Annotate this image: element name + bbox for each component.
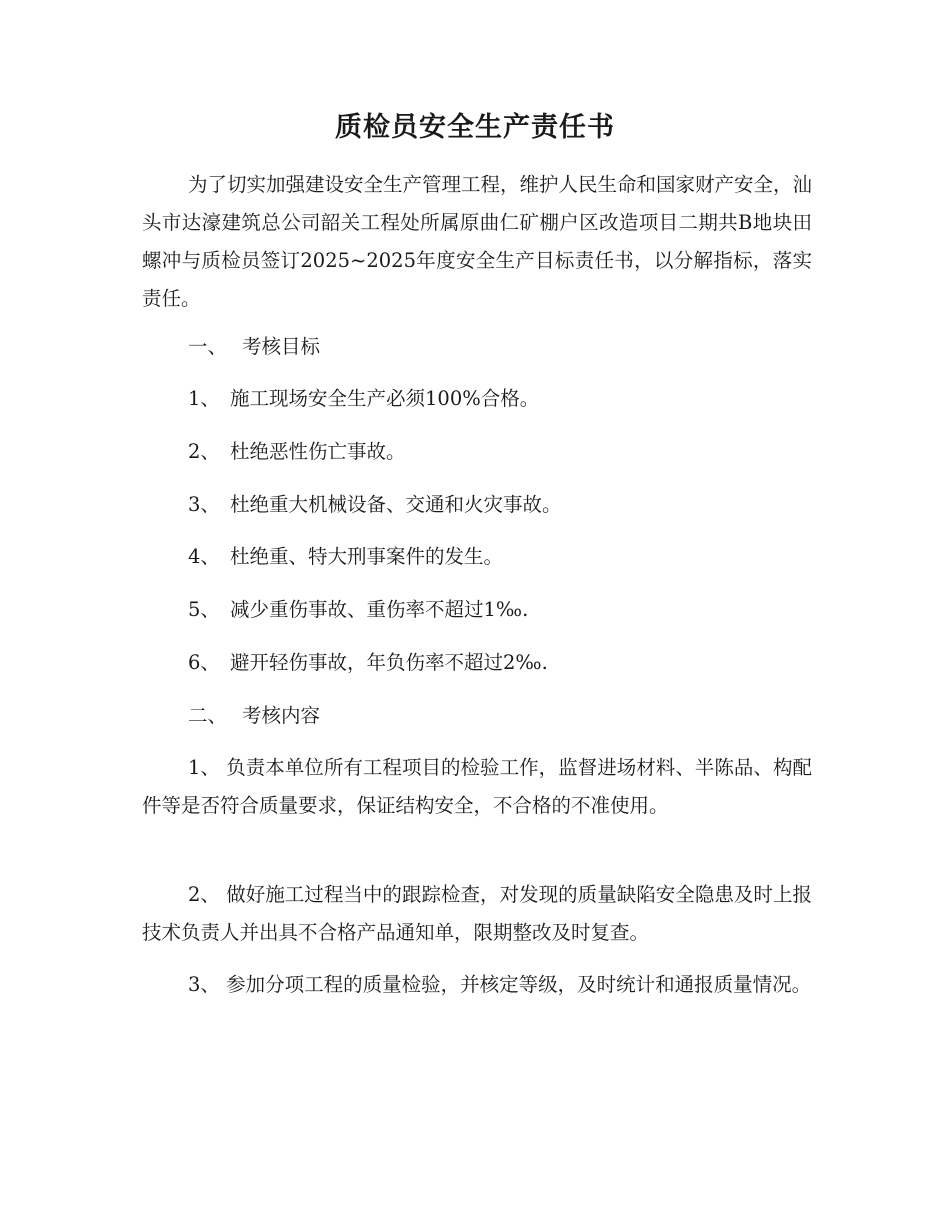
item-number: 2、 xyxy=(188,883,220,906)
item-text: 杜绝恶性伤亡事故。 xyxy=(230,440,406,463)
item-text: 负责本单位所有工程项目的检验工作，监督进场材料、半陈品、构配件等是否符合质量要求，保证结构安全，不合格的不准使用。 xyxy=(142,756,812,817)
section-heading-1 xyxy=(188,332,320,362)
list-item xyxy=(188,595,528,625)
item-text: 避开轻伤事故，年负伤率不超过2‰. xyxy=(230,651,548,674)
section-number: 二、 xyxy=(188,704,228,727)
item-number: 1、 xyxy=(188,756,220,779)
item-text: 减少重伤事故、重伤率不超过1‰. xyxy=(230,598,529,621)
item-number: 5、 xyxy=(188,598,220,621)
item-number: 6、 xyxy=(188,651,220,674)
document-title: 质检员安全生产责任书 xyxy=(335,112,615,143)
item-text: 做好施工过程当中的跟踪检查，对发现的质量缺陷安全隐患及时上报技术负责人并出具不合格产品通知单，限期整改及时复查。 xyxy=(142,883,812,944)
item-number: 1、 xyxy=(188,387,220,410)
section-heading-2 xyxy=(188,701,320,731)
list-item xyxy=(188,542,503,572)
item-text: 参加分项工程的质量检验，并核定等级，及时统计和通报质量情况。 xyxy=(226,973,812,996)
section-number: 一、 xyxy=(188,335,228,358)
content-paragraph xyxy=(142,966,812,1004)
item-text: 杜绝重大机械设备、交通和火灾事故。 xyxy=(230,493,562,516)
list-item xyxy=(188,437,406,467)
item-text: 施工现场安全生产必须100%合格。 xyxy=(230,387,540,410)
intro-paragraph: 为了切实加强建设安全生产管理工程，维护人民生命和国家财产安全，汕头市达濠建筑总公司韶关工程处所属原曲仁矿棚户区改造项目二期共B地块田螺冲与质检员签订2025~2025年度安全生产目标责任书，以分解指标，落实责任。 xyxy=(142,173,813,310)
item-number: 3、 xyxy=(188,973,220,996)
item-number: 3、 xyxy=(188,493,220,516)
list-item xyxy=(188,648,548,678)
item-number: 4、 xyxy=(188,545,220,568)
section-title: 考核目标 xyxy=(242,335,321,358)
item-number: 2、 xyxy=(188,440,220,463)
content-paragraph xyxy=(142,749,812,825)
list-item xyxy=(188,490,562,520)
item-text: 杜绝重、特大刑事案件的发生。 xyxy=(230,545,504,568)
section-title: 考核内容 xyxy=(242,704,321,727)
list-item xyxy=(188,384,539,414)
content-paragraph xyxy=(142,876,812,952)
